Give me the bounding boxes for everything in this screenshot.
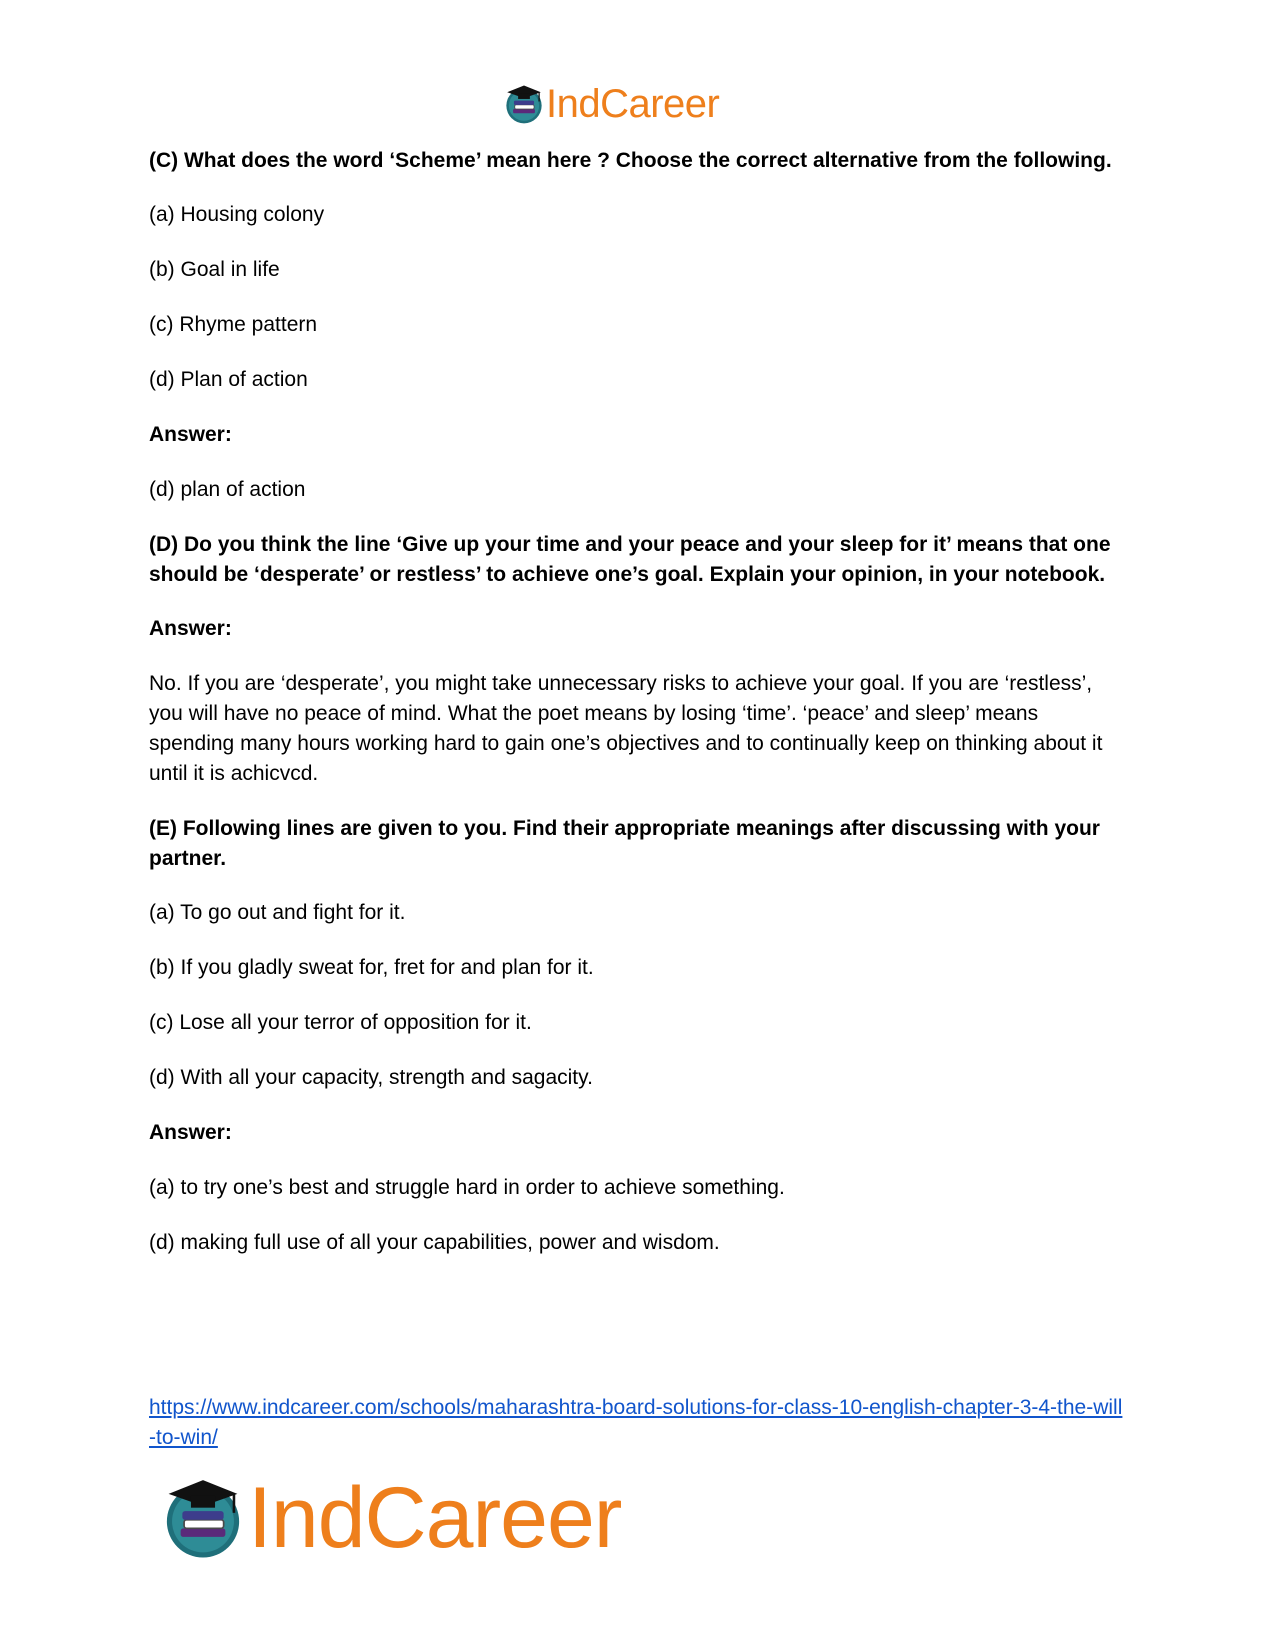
header-logo [503, 80, 719, 128]
header-logo-text: IndCareer [546, 81, 720, 126]
option-c-b: (b) Goal in life [149, 258, 280, 281]
option-e-b: (b) If you gladly sweat for, fret for and plan for it. [149, 956, 594, 979]
graduation-cap-books-globe-icon [160, 1475, 246, 1561]
answer-e-a: (a) to try one’s best and struggle hard in order to achieve something. [149, 1176, 785, 1199]
option-c-d: (d) Plan of action [149, 368, 308, 391]
question-d: (D) Do you think the line ‘Give up your time and your peace and your sleep for it’ means that one should be ‘desperate’ or restless’ to achieve one’s goal. Explain your opinion, in your notebook. [149, 533, 1111, 586]
answer-c: (d) plan of action [149, 478, 306, 501]
option-c-c: (c) Rhyme pattern [149, 313, 318, 336]
footer-logo [160, 1468, 621, 1568]
option-e-c: (c) Lose all your terror of opposition for it. [149, 1011, 532, 1034]
option-e-d: (d) With all your capacity, strength and sagacity. [149, 1066, 593, 1089]
question-e: (E) Following lines are given to you. Find their appropriate meanings after discussing with your partner. [149, 817, 1100, 870]
document-body [149, 146, 1125, 1283]
option-e-a: (a) To go out and fight for it. [149, 901, 406, 924]
answer-label-e: Answer: [149, 1121, 232, 1144]
answer-e-d: (d) making full use of all your capabilities, power and wisdom. [149, 1231, 720, 1254]
source-link[interactable]: https://www.indcareer.com/schools/maharashtra-board-solutions-for-class-10-english-chapter-3-4-the-will-to-win/ [149, 1396, 1123, 1449]
option-c-a: (a) Housing colony [149, 203, 325, 226]
footer-logo-text: IndCareer [248, 1469, 622, 1566]
graduation-cap-books-globe-icon [503, 83, 545, 125]
answer-d: No. If you are ‘desperate’, you might take unnecessary risks to achieve your goal. If you are ‘restless’, you will have no peace of mind. What the poet means by losing ‘time’. ‘peace’ and sleep’ means spending many hours working hard to gain one’s objectives and to continually keep on thinking about it until it is achicvcd. [149, 672, 1103, 785]
answer-label-d: Answer: [149, 617, 232, 640]
question-c: (C) What does the word ‘Scheme’ mean here ? Choose the correct alternative from the following. [149, 149, 1112, 172]
answer-label-c: Answer: [149, 423, 232, 446]
